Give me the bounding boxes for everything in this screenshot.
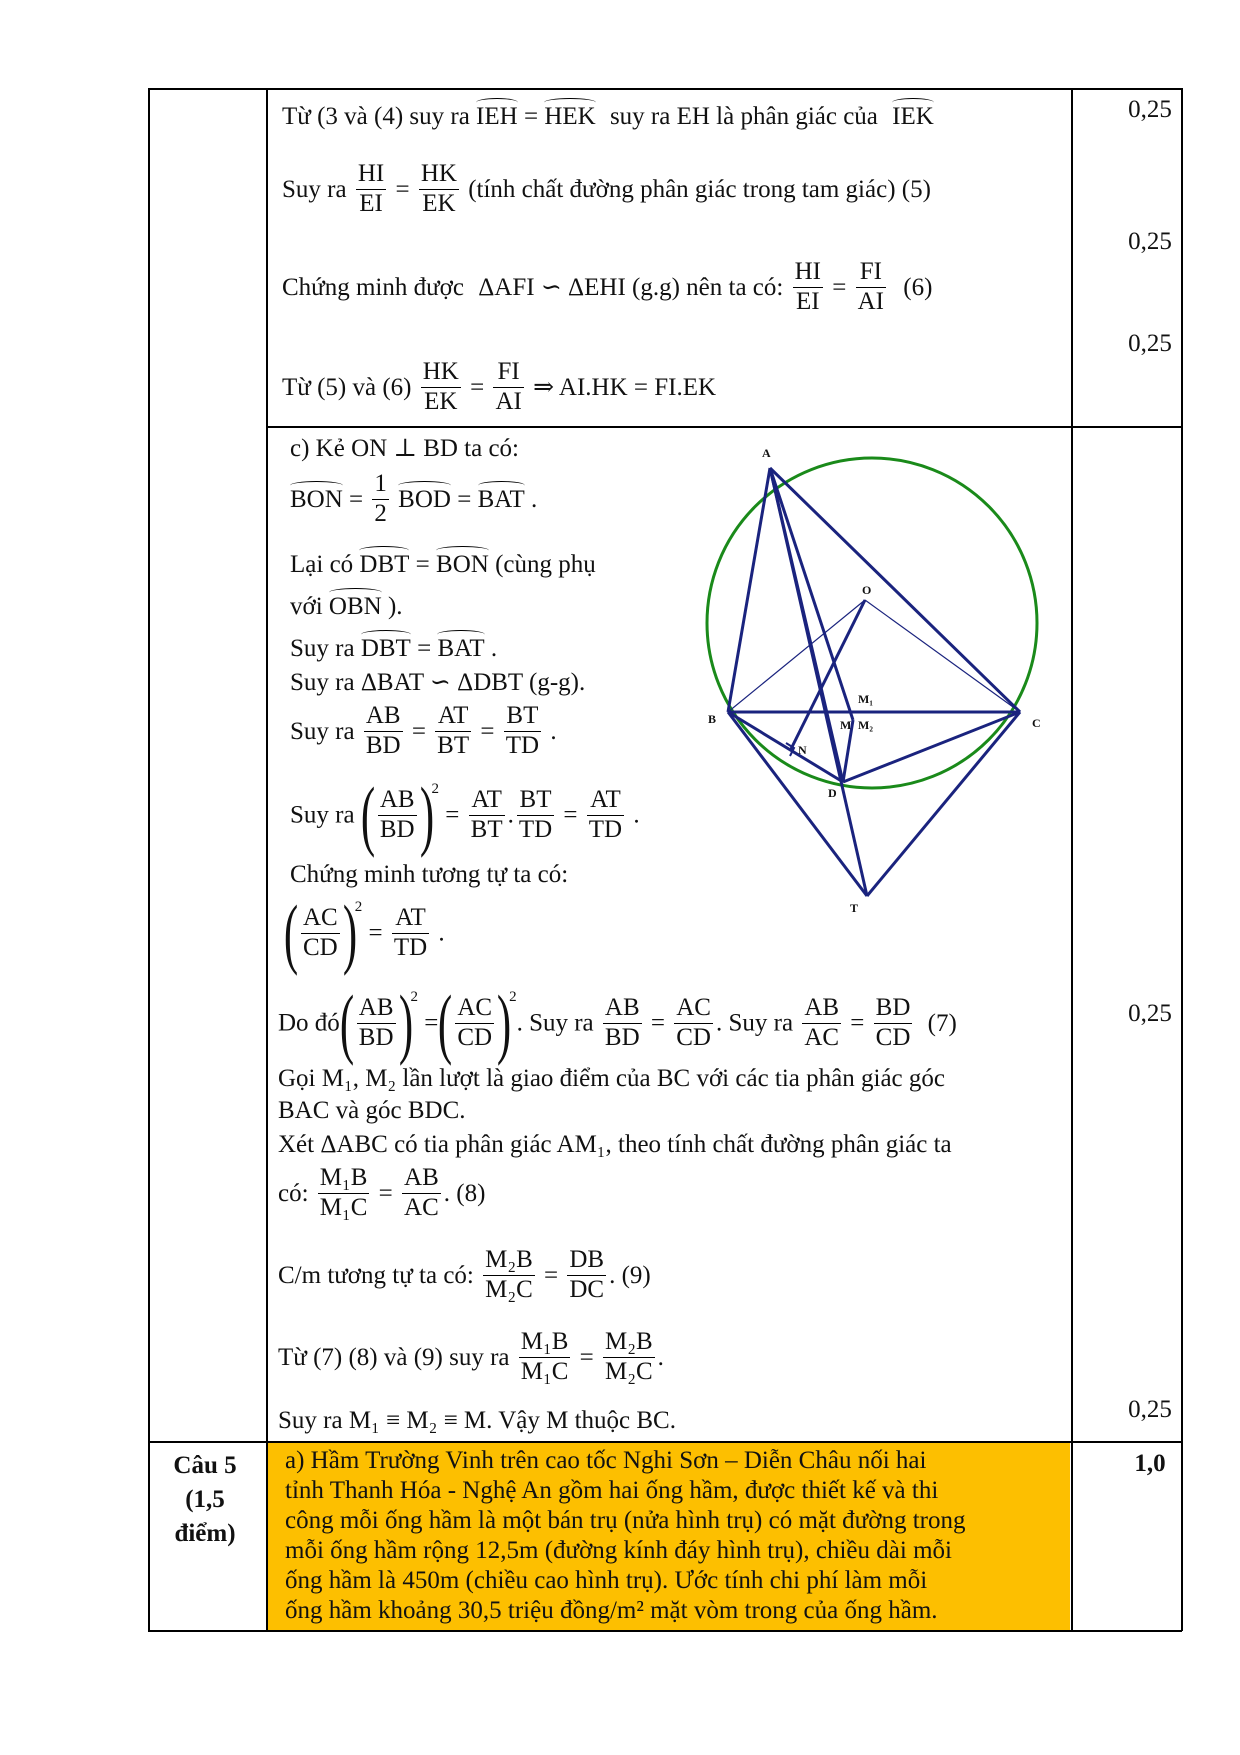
cau5-line-5: ống hầm là 450m (chiều cao hình trụ). Ước tính chi phí làm mỗi — [285, 1567, 928, 1594]
denominator: EK — [422, 189, 456, 217]
label-n: N — [798, 743, 807, 757]
segment-ab — [728, 468, 770, 712]
c7 — [290, 702, 557, 761]
row-divider-1 — [266, 426, 1182, 428]
denominator: M₁C — [520, 1357, 569, 1385]
text: Do đó — [278, 1009, 340, 1037]
numerator: AT — [435, 702, 471, 732]
denominator: EI — [796, 287, 820, 315]
denominator: TD — [393, 933, 428, 961]
row1-line4 — [282, 358, 716, 417]
label-t: T — [850, 901, 859, 915]
denominator: AC — [804, 1023, 840, 1051]
denominator: TD — [505, 731, 540, 759]
table-border-bottom — [148, 1630, 1182, 1632]
denominator: BT — [437, 731, 470, 759]
equals: = — [445, 801, 460, 829]
c10 — [283, 889, 445, 976]
numerator: M₂B — [483, 1246, 535, 1276]
fraction-ab-bd — [357, 994, 396, 1053]
segment-ac — [770, 468, 1020, 712]
period: . — [550, 717, 557, 745]
c9: Chứng minh tương tự ta có: — [290, 861, 569, 888]
angle-hek: HEK — [544, 103, 596, 130]
denominator: AI — [857, 287, 884, 315]
period: . — [633, 801, 640, 829]
text: . Suy ra — [715, 1009, 794, 1037]
equals: = — [523, 103, 539, 130]
numerator: HI — [793, 258, 823, 288]
text: Suy ra — [282, 175, 347, 203]
period: . — [490, 635, 498, 662]
paren-close: ) — [342, 889, 357, 976]
period: . — [438, 919, 445, 947]
c1: c) Kẻ ON ⊥ BD ta có: — [290, 435, 520, 462]
numerator: DB — [567, 1246, 606, 1276]
fraction-m1b-m1c — [318, 1164, 370, 1223]
label-m1: M₁ — [858, 692, 873, 706]
text: Suy ra — [290, 801, 355, 829]
denominator: TD — [588, 815, 623, 843]
denominator: M₂C — [605, 1357, 653, 1385]
fraction-half — [372, 470, 389, 529]
denominator: AI — [495, 387, 522, 415]
denominator: M₂C — [485, 1275, 533, 1303]
angle-bod: BOD — [398, 485, 451, 513]
c4 — [290, 594, 403, 619]
equals: = — [457, 485, 478, 513]
exponent: 2 — [354, 898, 363, 915]
table-border-left — [148, 88, 150, 1631]
equals: = — [417, 635, 438, 662]
c3 — [290, 552, 596, 577]
paren-close: ) — [398, 979, 413, 1066]
fraction-ab-ac — [402, 1164, 441, 1223]
label-c: C — [1032, 716, 1041, 730]
numerator: AB — [357, 994, 396, 1024]
denominator: M₁C — [319, 1193, 368, 1221]
angle-dbt: DBT — [359, 551, 410, 578]
cau5-line-4: mỗi ống hầm rộng 12,5m (đường kính đáy hình trụ), chiều dài mỗi — [285, 1537, 952, 1564]
numerator: AT — [587, 786, 624, 816]
text: (7) — [927, 1009, 957, 1037]
c8 — [290, 771, 640, 858]
equals: = — [563, 801, 578, 829]
cau5-points-unit: điểm) — [174, 1520, 236, 1547]
c5 — [290, 636, 497, 661]
numerator: HK — [421, 358, 461, 388]
fraction-ac-cd — [455, 994, 494, 1053]
fraction-m2b-m2c — [483, 1246, 535, 1305]
fraction-ac-cd — [301, 904, 340, 963]
c17 — [278, 1328, 664, 1387]
numerator: BD — [874, 994, 913, 1024]
equals: = — [850, 1009, 865, 1037]
fraction-hk-ek — [421, 358, 461, 417]
text: . Suy ra — [516, 1009, 594, 1037]
denominator: EI — [359, 189, 383, 217]
numerator: AB — [378, 786, 417, 816]
fraction-bd-cd — [874, 994, 913, 1053]
fraction-hi-ei — [356, 160, 386, 219]
numerator: AC — [455, 994, 494, 1024]
paren-close: ) — [419, 771, 434, 858]
angle-bat: BAT — [437, 635, 485, 662]
angle-bon: BON — [290, 485, 343, 513]
denominator: BD — [358, 1023, 394, 1051]
equals: = — [650, 1009, 665, 1037]
equals: = — [411, 717, 426, 745]
label-o: O — [862, 583, 872, 597]
label-b: B — [708, 712, 717, 726]
text: Từ (5) và (6) — [282, 373, 412, 401]
label-m: M — [840, 718, 852, 732]
numerator: AT — [392, 904, 429, 934]
equals: = — [395, 175, 410, 203]
denominator: CD — [875, 1023, 911, 1051]
fraction-ac-cd — [674, 994, 713, 1053]
equals: = — [579, 1343, 594, 1371]
fraction-bt-td — [504, 702, 541, 761]
numerator: FI — [493, 358, 523, 388]
equals: = — [470, 373, 485, 401]
cau5-line-3: công mỗi ống hầm là một bán trụ (nửa hình trụ) có mặt đường trong — [285, 1507, 966, 1534]
fraction-bt-td — [517, 786, 554, 845]
c15 — [278, 1164, 485, 1223]
text: (tính chất đường phân giác trong tam giác) (5) — [468, 175, 931, 203]
score-6: 1,0 — [1134, 1450, 1166, 1477]
numerator: M₂B — [603, 1328, 655, 1358]
label-a: A — [762, 446, 771, 460]
numerator: AT — [469, 786, 505, 816]
numerator: HK — [419, 160, 459, 190]
geometry-figure — [690, 440, 1060, 920]
row1-line1 — [282, 104, 934, 129]
numerator: AB — [802, 994, 841, 1024]
denominator: CD — [676, 1023, 711, 1051]
cau5-points: (1,5 — [185, 1486, 225, 1513]
c14: Xét ΔABC có tia phân giác AM₁, theo tính chất đường phân giác ta — [278, 1131, 952, 1158]
paren-open: ( — [360, 771, 375, 858]
angle-bat: BAT — [477, 485, 525, 513]
text: có: — [278, 1179, 309, 1207]
angle-dbt: DBT — [360, 635, 411, 662]
equals: = — [480, 717, 495, 745]
text: Suy ra — [290, 635, 361, 662]
table-col-divider — [266, 88, 268, 1631]
row1-line2 — [282, 160, 931, 219]
c16 — [278, 1246, 651, 1305]
equals: = — [378, 1179, 393, 1207]
text: (6) — [903, 273, 933, 301]
table-border-top — [148, 88, 1182, 90]
text: với — [290, 593, 329, 620]
c13: BAC và góc BDC. — [278, 1097, 466, 1124]
period: . — [531, 485, 538, 513]
numerator: AB — [603, 994, 642, 1024]
fraction-hk-ek — [419, 160, 459, 219]
label-d: D — [828, 786, 837, 800]
c6: Suy ra ΔBAT ∽ ΔDBT (g-g). — [290, 669, 586, 696]
text: C/m tương tự ta có: — [278, 1261, 474, 1289]
angle-obn: OBN — [328, 593, 382, 620]
label-m2: M₂ — [858, 718, 873, 732]
text: ΔAFI ∽ ΔEHI (g.g) nên ta có: — [478, 273, 784, 301]
denominator: BD — [604, 1023, 640, 1051]
angle-iek: IEK — [892, 103, 934, 130]
numerator: M₁B — [519, 1328, 571, 1358]
segment-bd — [728, 712, 843, 782]
text: Từ (7) (8) và (9) suy ra — [278, 1343, 510, 1371]
text: ⇒ AI.HK = FI.EK — [533, 373, 717, 401]
numerator: AC — [301, 904, 340, 934]
segment-am — [770, 468, 853, 720]
fraction-fi-ai — [856, 258, 886, 317]
score-3: 0,25 — [1128, 330, 1172, 357]
score-2: 0,25 — [1128, 228, 1172, 255]
circumcircle — [707, 458, 1037, 788]
text: ). — [387, 593, 403, 620]
denominator: BD — [379, 815, 415, 843]
denominator: EK — [424, 387, 458, 415]
angle-ieh: IEH — [476, 103, 518, 130]
text: Chứng minh được — [282, 273, 464, 301]
fraction-ab-bd — [378, 786, 417, 845]
text: . — [657, 1343, 664, 1371]
cau5-title: Câu 5 — [173, 1452, 237, 1479]
numerator: AB — [402, 1164, 441, 1194]
denominator: DC — [569, 1275, 605, 1303]
denominator: TD — [518, 815, 553, 843]
table-col-divider-score — [1071, 88, 1073, 1631]
equals: = — [424, 1009, 439, 1037]
score-4: 0,25 — [1128, 1000, 1172, 1027]
denominator: BT — [470, 815, 503, 843]
score-5: 0,25 — [1128, 1396, 1172, 1423]
denominator: BD — [365, 731, 401, 759]
fraction-ab-ac — [802, 994, 841, 1053]
denominator: CD — [302, 933, 338, 961]
cau5-line-1: a) Hầm Trường Vinh trên cao tốc Nghi Sơn – Diễn Châu nối hai — [285, 1447, 927, 1474]
fraction-at-bt — [435, 702, 471, 761]
numerator: BT — [504, 702, 541, 732]
text: suy ra EH là phân giác của — [609, 103, 878, 130]
numerator: M₁B — [318, 1164, 370, 1194]
cau5-line-2: tỉnh Thanh Hóa - Nghệ An gồm hai ống hầm, được thiết kế và thi — [285, 1477, 939, 1504]
fraction-ab-bd — [603, 994, 642, 1053]
text: Suy ra — [290, 717, 355, 745]
cau5-line-6: ống hầm khoảng 30,5 triệu đồng/m² mặt vòm trong của ống hầm. — [285, 1597, 938, 1624]
numerator: HI — [356, 160, 386, 190]
dot: . — [507, 801, 514, 829]
equals: = — [415, 551, 437, 578]
equals: = — [368, 919, 383, 947]
paren-close: ) — [496, 979, 512, 1066]
c18: Suy ra M₁ ≡ M₂ ≡ M. Vậy M thuộc BC. — [278, 1407, 676, 1434]
equals: = — [832, 273, 847, 301]
text: (cùng phụ — [495, 551, 596, 578]
c11 — [278, 979, 957, 1066]
exponent: 2 — [410, 988, 419, 1005]
numerator: BT — [517, 786, 554, 816]
numerator: AB — [364, 702, 403, 732]
fraction-ab-bd — [364, 702, 403, 761]
c2 — [290, 470, 537, 529]
exponent: 2 — [431, 780, 440, 797]
fraction-at-td — [392, 904, 429, 963]
text: Lại có — [290, 551, 360, 578]
c12: Gọi M₁, M₂ lần lượt là giao điểm của BC với các tia phân giác góc — [278, 1065, 945, 1092]
segment-ct — [867, 712, 1020, 896]
fraction-m2b-m2c — [603, 1328, 655, 1387]
angle-bon: BON — [436, 551, 489, 578]
segment-oc — [865, 600, 1020, 712]
exponent: 2 — [509, 988, 517, 1005]
fraction-fi-ai — [493, 358, 523, 417]
row1-line3 — [282, 258, 932, 317]
text: . (8) — [443, 1179, 486, 1207]
score-1: 0,25 — [1128, 96, 1172, 123]
denominator: 2 — [374, 499, 387, 527]
fraction-db-dc — [567, 1246, 606, 1305]
paren-open: ( — [339, 979, 354, 1066]
equals: = — [544, 1261, 559, 1289]
paren-open: ( — [283, 889, 299, 976]
text: Từ (3 và (4) suy ra — [282, 103, 470, 130]
fraction-at-bt — [469, 786, 505, 845]
denominator: CD — [457, 1023, 493, 1051]
fraction-hi-ei — [793, 258, 823, 317]
fraction-at-td — [587, 786, 624, 845]
numerator: AC — [674, 994, 713, 1024]
fraction-m1b-m1c — [519, 1328, 571, 1387]
denominator: AC — [404, 1193, 439, 1221]
numerator: 1 — [372, 470, 389, 500]
numerator: FI — [856, 258, 886, 288]
equals: = — [349, 485, 364, 513]
text: . (9) — [609, 1261, 651, 1289]
paren-open: ( — [438, 979, 453, 1066]
